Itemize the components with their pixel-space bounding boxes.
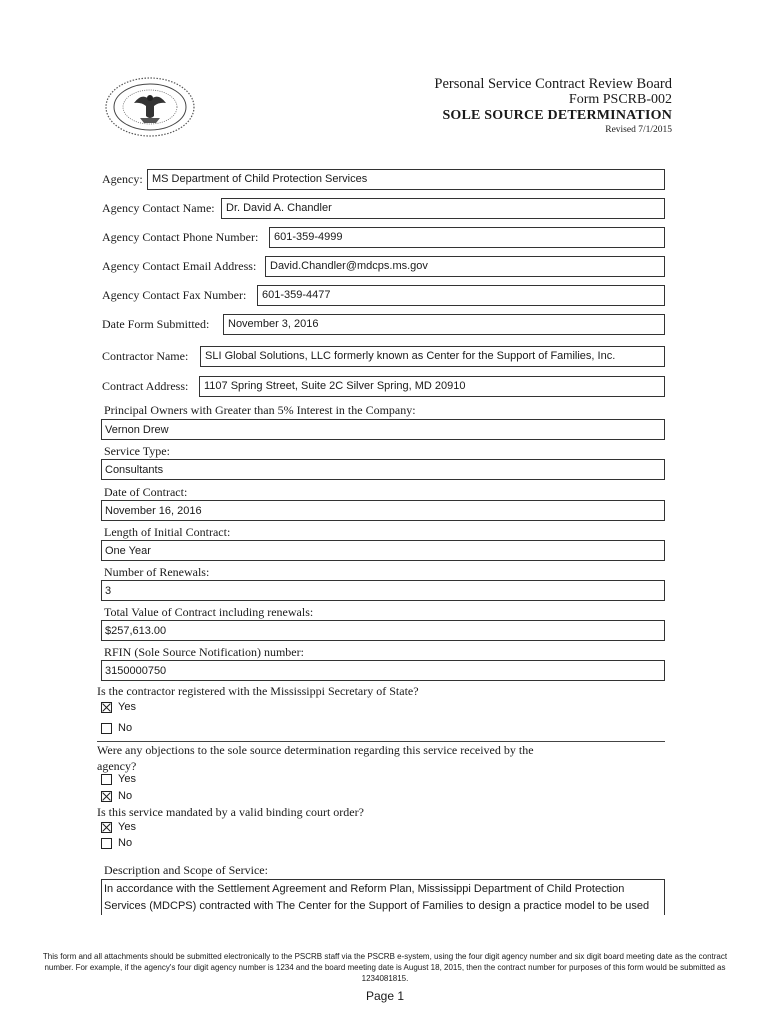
objections-no-checkbox[interactable] [101,791,112,802]
contact-name-label: Agency Contact Name: [102,200,215,215]
contact-fax-field[interactable]: 601-359-4477 [257,285,665,306]
registered-no-option[interactable] [101,722,132,734]
rfin-field[interactable]: 3150000750 [101,660,665,681]
contact-name-row [102,197,665,219]
service-type-field[interactable]: Consultants [101,459,665,480]
state-seal-icon [104,76,196,138]
principal-owners-label: Principal Owners with Greater than 5% Interest in the Company: [104,403,416,417]
agency-field[interactable]: MS Department of Child Protection Services [147,169,665,190]
date-submitted-field[interactable]: November 3, 2016 [223,314,665,335]
page-number: Page 1 [365,989,405,1003]
rfin-label: RFIN (Sole Source Notification) number: [104,645,304,659]
date-of-contract-field[interactable]: November 16, 2016 [101,500,665,521]
form-title: SOLE SOURCE DETERMINATION [442,108,672,123]
registered-yes-option[interactable] [101,701,136,713]
description-label: Description and Scope of Service: [104,863,268,877]
registered-yes-label: Yes [118,701,136,713]
objections-yes-checkbox[interactable] [101,774,112,785]
contact-fax-row [102,284,665,306]
contract-address-label: Contract Address: [102,378,189,393]
principal-owners-field[interactable]: Vernon Drew [101,419,665,440]
objections-no-label: No [118,790,133,802]
contractor-name-field[interactable]: SLI Global Solutions, LLC formerly known as Center for the Support of Families, Inc. [200,346,665,367]
form-number: Form PSCRB-002 [568,92,672,107]
registered-no-checkbox[interactable] [101,723,112,734]
footer-note: This form and all attachments should be submitted electronically to the PSCRB staff via the PSCRB e-system, using the four digit agency number and six digit board meeting date as the contract number. For example, if the agency's four digit agency number is 1234 and the board meeting date is August 18, 2015, then the contract number for purposes of this form would be submitted as 1234081815. [42,952,728,983]
contact-name-field[interactable]: Dr. David A. Chandler [221,198,665,219]
renewals-label: Number of Renewals: [104,565,210,579]
contact-email-label: Agency Contact Email Address: [102,258,257,273]
court-order-no-checkbox[interactable] [101,838,112,849]
description-field[interactable]: In accordance with the Settlement Agreement and Reform Plan, Mississippi Department of Child Protection Services (MDCPS) contracted with The Center for the Support of Families to design a practice model to be used [101,879,665,915]
agency-label: Agency: [102,171,143,186]
court-order-no-label: No [118,837,133,849]
service-type-label: Service Type: [104,444,170,458]
contact-phone-row [102,226,665,248]
objections-question: Were any objections to the sole source determination regarding this service received by the agency? [97,743,534,773]
registered-question: Is the contractor registered with the Mississippi Secretary of State? [97,684,419,698]
registered-yes-checkbox[interactable] [101,702,112,713]
court-order-yes-label: Yes [118,821,136,833]
contact-email-row [102,255,665,277]
court-order-no-option[interactable] [101,837,132,849]
total-value-field[interactable]: $257,613.00 [101,620,665,641]
contact-phone-label: Agency Contact Phone Number: [102,229,259,244]
contact-fax-label: Agency Contact Fax Number: [102,287,247,302]
length-initial-field[interactable]: One Year [101,540,665,561]
contact-phone-field[interactable]: 601-359-4999 [269,227,665,248]
contractor-name-row [102,345,665,367]
contract-address-field[interactable]: 1107 Spring Street, Suite 2C Silver Spring, MD 20910 [199,376,665,397]
objections-yes-label: Yes [118,773,136,785]
date-submitted-label: Date Form Submitted: [102,316,210,331]
registered-no-label: No [118,722,133,734]
contract-address-row [102,375,665,397]
date-of-contract-label: Date of Contract: [104,485,188,499]
objections-yes-option[interactable] [101,773,136,785]
form-header [434,76,672,136]
renewals-field[interactable]: 3 [101,580,665,601]
total-value-label: Total Value of Contract including renewals: [104,605,314,619]
court-order-yes-option[interactable] [101,821,136,833]
agency-row [102,168,665,190]
court-order-question: Is this service mandated by a valid binding court order? [97,805,364,819]
objections-no-option[interactable] [101,790,132,802]
revised-date: Revised 7/1/2015 [605,125,672,135]
contact-email-field[interactable]: David.Chandler@mdcps.ms.gov [265,256,665,277]
contractor-name-label: Contractor Name: [102,348,189,363]
board-name: Personal Service Contract Review Board [434,76,672,92]
court-order-yes-checkbox[interactable] [101,822,112,833]
date-submitted-row [102,313,665,335]
length-initial-label: Length of Initial Contract: [104,525,231,539]
